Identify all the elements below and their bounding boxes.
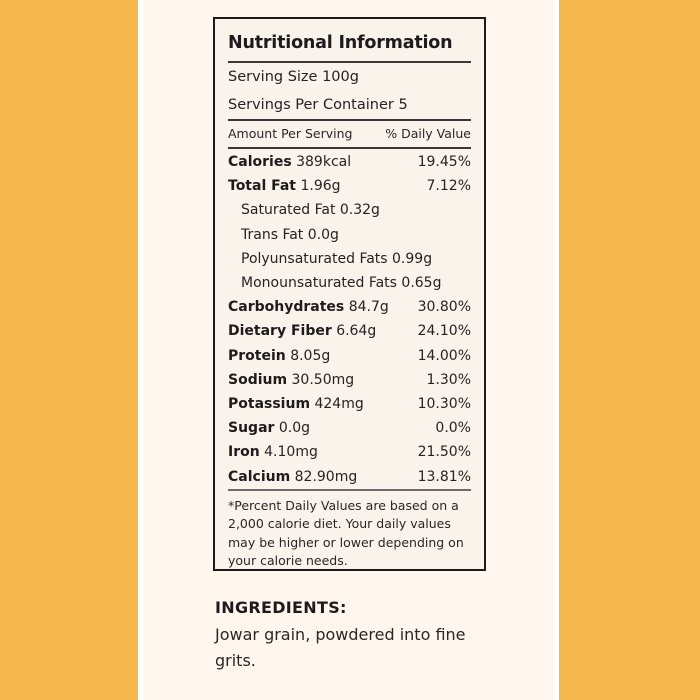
nutrient-name: Carbohydrates (228, 299, 345, 316)
nutrient-name-and-amount (228, 444, 318, 460)
nutrient-name-and-amount (228, 299, 389, 315)
nutrient-name: Protein (228, 347, 286, 364)
daily-value-header: % Daily Value (385, 126, 471, 141)
nutrient-amount: 0.0g (274, 420, 311, 437)
serving-size: Serving Size 100g (228, 69, 359, 85)
nutrient-amount: Monounsaturated Fats 0.65g (241, 275, 442, 292)
nutrient-name-and-amount (241, 275, 441, 291)
amount-per-serving-header: Amount Per Serving (228, 126, 353, 141)
nutrient-row (228, 174, 471, 198)
nutrient-name-and-amount (228, 420, 310, 436)
nutrient-daily-value: 13.81% (417, 468, 471, 485)
ingredients-section (215, 598, 499, 674)
nutrient-row (228, 392, 471, 416)
nutrient-amount: 389kcal (291, 154, 352, 171)
nutrient-row (228, 150, 471, 174)
nutrient-name-and-amount (228, 348, 330, 364)
nutrient-amount: Polyunsaturated Fats 0.99g (241, 250, 433, 267)
nutrient-amount: 84.7g (344, 299, 389, 316)
nutrient-daily-value: 10.30% (417, 395, 471, 412)
footnote-divider (228, 489, 471, 491)
nutrient-name: Sodium (228, 371, 288, 388)
nutrient-daily-value: 21.50% (417, 444, 471, 461)
nutrient-daily-value: 24.10% (417, 323, 471, 340)
ingredients-heading: INGREDIENTS: (215, 598, 347, 617)
nutrient-daily-value: 30.80% (417, 299, 471, 316)
nutrient-row (228, 440, 471, 464)
nutrient-name: Total Fat (228, 178, 297, 195)
nutrient-name-and-amount (228, 154, 351, 170)
nutrient-amount: Trans Fat 0.0g (241, 226, 339, 243)
nutrient-row (228, 416, 471, 440)
nutrient-name-and-amount (228, 396, 364, 412)
nutrient-name: Iron (228, 444, 260, 461)
nutrient-amount: 4.10mg (259, 444, 318, 461)
nutrient-row (228, 464, 471, 488)
nutrient-amount: 1.96g (296, 178, 341, 195)
nutrient-daily-value: 1.30% (426, 371, 471, 388)
nutrient-amount: 30.50mg (287, 371, 355, 388)
nutrient-name: Sugar (228, 420, 275, 437)
nutrient-name: Calories (228, 154, 292, 171)
column-header-row (228, 121, 471, 147)
nutrient-row (228, 223, 471, 247)
nutrient-daily-value: 0.0% (435, 420, 471, 437)
nutrient-amount: Saturated Fat 0.32g (241, 202, 380, 219)
nutrient-name-and-amount (228, 178, 341, 194)
servings-per-container: Servings Per Container 5 (228, 97, 408, 113)
nutrient-amount: 8.05g (285, 347, 331, 364)
nutrient-name-and-amount (241, 251, 432, 267)
daily-value-footnote: *Percent Daily Values are based on a 2,000 calorie diet. Your daily values may be higher or lower depending on your calorie needs. (228, 497, 464, 569)
nutrient-name-and-amount (228, 469, 357, 485)
nutrient-row (228, 198, 471, 222)
nutrient-name-and-amount (228, 372, 354, 388)
nutrient-daily-value: 7.12% (426, 178, 471, 195)
nutrient-row (228, 247, 471, 271)
nutrition-label-card (213, 17, 486, 571)
nutrient-amount: 424mg (310, 395, 364, 412)
nutrient-name: Calcium (228, 468, 291, 485)
nutrient-row (228, 271, 471, 295)
nutrient-row (228, 344, 471, 368)
nutrient-name: Potassium (228, 395, 311, 412)
nutrient-row (228, 368, 471, 392)
nutrient-name: Dietary Fiber (228, 323, 332, 340)
content-column (138, 0, 559, 700)
nutrient-amount: 82.90mg (290, 468, 358, 485)
nutrient-row (228, 295, 471, 319)
nutrient-amount: 6.64g (331, 323, 377, 340)
nutrient-name-and-amount (241, 202, 380, 218)
nutrient-name-and-amount (241, 227, 339, 243)
ingredients-text: Jowar grain, powdered into fine grits. (215, 625, 466, 670)
nutrient-name-and-amount (228, 323, 376, 339)
nutrient-daily-value: 14.00% (417, 347, 471, 364)
label-title: Nutritional Information (228, 33, 453, 53)
nutrient-row (228, 319, 471, 343)
nutrient-daily-value: 19.45% (417, 154, 471, 171)
nutrient-rows (228, 149, 471, 489)
